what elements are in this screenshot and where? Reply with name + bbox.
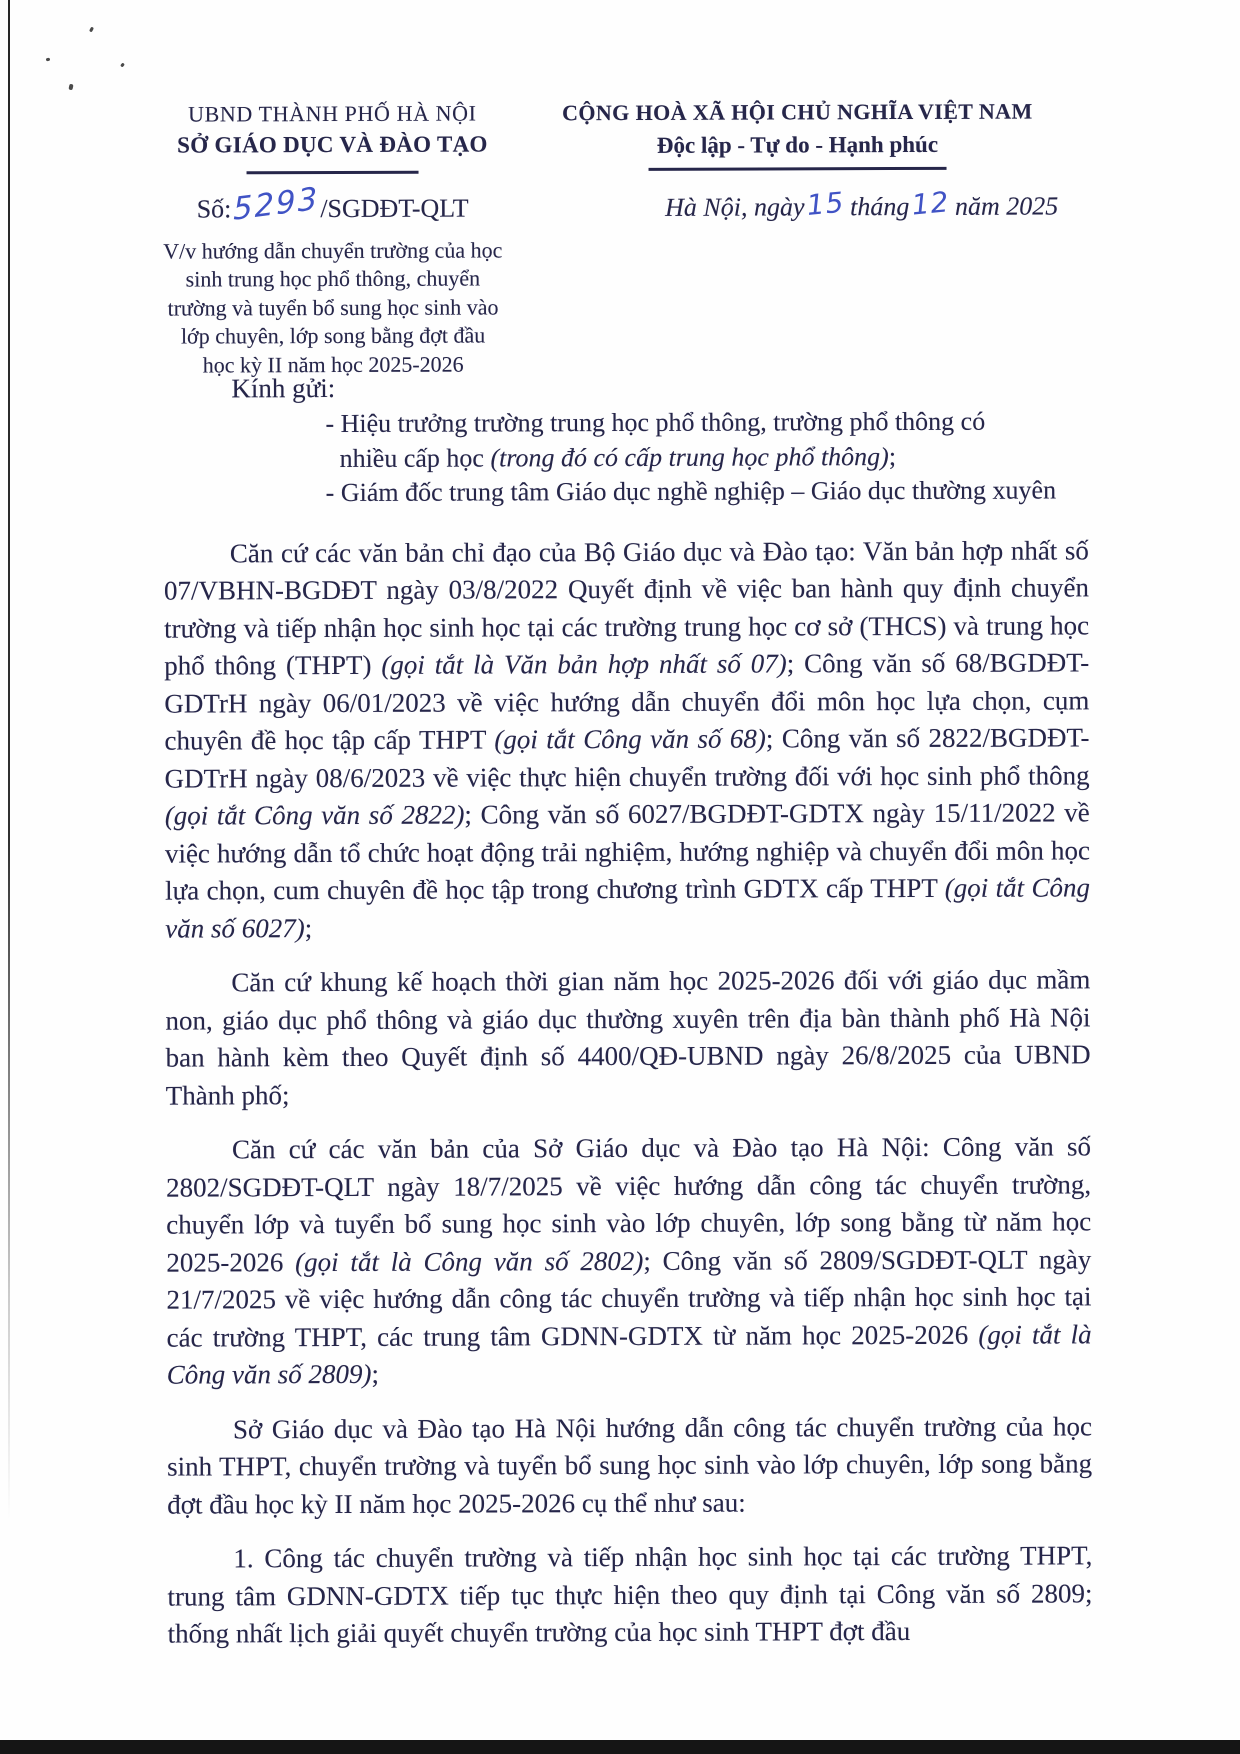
doc-subject-line: V/v hướng dẫn chuyển trường của học bbox=[163, 236, 503, 264]
doc-subject-line: lớp chuyên, lớp song bằng đợt đầu bbox=[180, 322, 486, 349]
org-parent-name: UBND THÀNH PHỐ HÀ NỘI bbox=[188, 100, 477, 127]
doc-subject-line: sinh trung học phổ thông, chuyển bbox=[185, 265, 481, 292]
doc-subject-line: trường và tuyển bổ sung học sinh vào bbox=[167, 293, 499, 321]
dateline-pre: Hà Nội, ngày bbox=[665, 191, 805, 222]
dateline-post: năm 2025 bbox=[954, 190, 1059, 221]
org-underline bbox=[247, 171, 419, 174]
body-paragraph-item-1: 1. Công tác chuyển trường và tiếp nhận học sinh học tại các trường THPT, trung tâm GDNN-GDTX tiếp tục thực hiện theo quy định tại Công văn số 2809; thống nhất lịch giải quyết chuyển trường của học sinh THPT đợt đầu bbox=[167, 1540, 1093, 1649]
doc-number-label: Số: bbox=[196, 193, 232, 223]
body-paragraph-legal-basis-moet: Căn cứ các văn bản chỉ đạo của Bộ Giáo dục và Đào tạo: Văn bản hợp nhất số 07/VBHN-BGDĐT ngày 03/8/2022 Quyết định về việc ban hành quy định chuyển trường và tiếp nhận học sinh học tại các trường trung học cơ sở (THCS) và trung học phổ thông (THPT) (gọi tắt là Văn bản hợp nhất số 07); Công văn số 68/BGDĐT-GDTrH ngày 06/01/2023 về việc hướng dẫn chuyển đổi môn học lựa chọn, cụm chuyên đề học tập cấp THPT (gọi tắt Công văn số 68); Công văn số 2822/BGDĐT-GDTrH ngày 08/6/2023 về việc thực hiện chuyển trường đối với học sinh phổ thông (gọi tắt Công văn số 2822); Công văn số 6027/BGDĐT-GDTX ngày 15/11/2022 về việc hướng dẫn tổ chức hoạt động trải nghiệm, hướng nghiệp và chuyển đổi môn học lựa chọn, cum chuyên đề học tập trong chương trình GDTX cấp THPT (gọi tắt Công văn số 6027); bbox=[163, 534, 1091, 944]
handwritten-doc-number: 5293 bbox=[232, 180, 320, 228]
national-motto-line1: CỘNG HOÀ XÃ HỘI CHỦ NGHĨA VIỆT NAM bbox=[562, 98, 1033, 126]
document-body bbox=[163, 370, 1092, 1653]
national-motto-line2: Độc lập - Tự do - Hạnh phúc bbox=[656, 131, 939, 158]
doc-number-line bbox=[138, 180, 528, 228]
handwritten-day: 15 bbox=[805, 185, 846, 222]
recipient-list bbox=[325, 404, 1088, 510]
recipient-line: - Giám đốc trung tâm Giáo dục nghề nghiệp – Giáo dục thường xuyên bbox=[325, 475, 1057, 508]
org-name: SỞ GIÁO DỤC VÀ ĐÀO TẠO bbox=[177, 131, 488, 158]
place-dateline bbox=[518, 184, 1078, 223]
doc-number-suffix: /SGDĐT-QLT bbox=[320, 193, 469, 223]
recipient-line: nhiều cấp học (trong đó có cấp trung học phổ thông); bbox=[339, 441, 897, 473]
salutation-label: Kính gửi: bbox=[231, 372, 336, 404]
national-header bbox=[517, 98, 1077, 222]
body-paragraph-doet-documents: Căn cứ các văn bản của Sở Giáo dục và Đào tạo Hà Nội: Công văn số 2802/SGDĐT-QLT ngày 18/7/2025 về việc hướng dẫn công tác chuyển trường, chuyển lớp và tuyển bổ sung học sinh vào lớp chuyên, lớp song bằng từ năm học 2025-2026 (gọi tắt là Công văn số 2802); Công văn số 2809/SGDĐT-QLT ngày 21/7/2025 về việc hướng dẫn công tác chuyển trường và tiếp nhận học sinh học tại các trường THPT, các trung tâm GDNN-GDTX từ năm học 2025-2026 (gọi tắt là Công văn số 2809); bbox=[166, 1131, 1092, 1390]
motto-underline bbox=[649, 167, 947, 171]
dateline-mid: tháng bbox=[850, 191, 910, 221]
issuing-org-header bbox=[137, 100, 528, 379]
body-paragraph-guidance-intro: Sở Giáo dục và Đào tạo Hà Nội hướng dẫn công tác chuyển trường của học sinh THPT, chuyển trường và tuyển bổ sung học sinh vào lớp chuyên, lớp song bằng đợt đầu học kỳ II năm học 2025-2026 cụ thể như sau: bbox=[167, 1410, 1093, 1520]
recipient-line: - Hiệu trưởng trường trung học phổ thông, trường phổ thông có bbox=[325, 406, 986, 439]
body-paragraph-school-year-plan: Căn cứ khung kế hoạch thời gian năm học 2025-2026 đối với giáo dục mầm non, giáo dục phổ thông và giáo dục thường xuyên trên địa bàn thành phố Hà Nội ban hành kèm theo Quyết định số 4400/QĐ-UBND ngày 26/8/2025 của UBND Thành phố; bbox=[165, 964, 1091, 1111]
handwritten-month: 12 bbox=[909, 184, 951, 222]
doc-subject bbox=[138, 236, 528, 380]
doc-subject-line: học kỳ II năm học 2025-2026 bbox=[202, 351, 464, 377]
